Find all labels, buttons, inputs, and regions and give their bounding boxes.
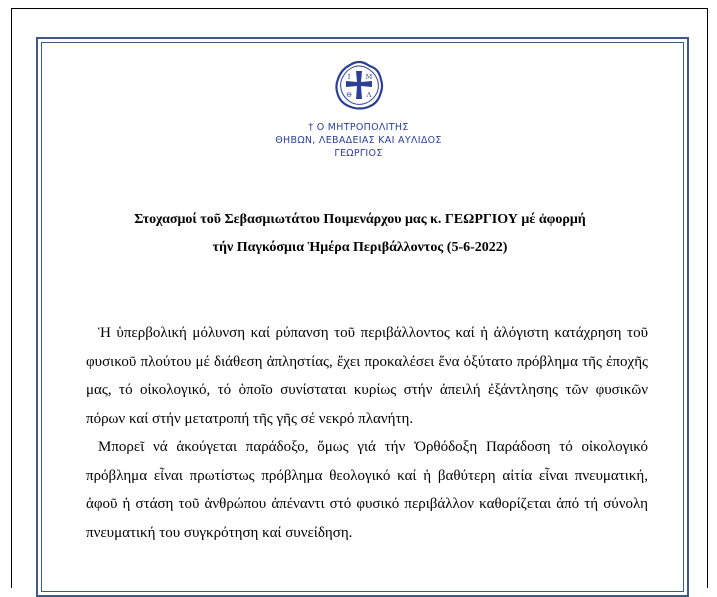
document-title	[60, 206, 660, 262]
letterhead-see: ΘΗΒΩΝ, ΛΕΒΑΔΕΙΑΣ ΚΑΙ ΑΥΛΙΔΟΣ	[275, 135, 442, 146]
seal-letter-lambda: Λ	[366, 91, 371, 99]
metropolis-seal	[0, 60, 717, 115]
seal-letter-mu: Μ	[365, 73, 372, 81]
letterhead-name: ΓΕΩΡΓΙΟΣ	[334, 148, 383, 159]
title-line-2: τήν Παγκόσμια Ἡμέρα Περιβάλλοντος (5-6-2022)	[212, 240, 508, 255]
body-paragraph-1: Ἡ ὑπερβολική μόλυνση καί ρύπανση τοῦ περιβάλλοντος καί ἡ ἀλόγιστη κατάχρηση τοῦ φυσικοῦ πλούτου μέ διάθεση ἀπληστίας, ἔχει προκαλέσει ἕνα ὀξύτατο πρόβλημα τῆς ἐποχῆς μας, τό οἰκολογικό, τό ὁποῖο συνίσταται κυρίως στήν ἀπειλή ἐξάντλησης τῶν φυσικῶν πόρων καί στήν μετατροπή τῆς γῆς σέ νεκρό πλανήτη.	[86, 325, 648, 427]
title-line-1: Στοχασμοί τοῦ Σεβασμιωτάτου Ποιμενάρχου μας κ. ΓΕΩΡΓΙΟΥ μέ ἀφορμή	[134, 212, 586, 227]
document-body	[86, 319, 648, 547]
seal-letter-iota: Ι	[347, 73, 350, 81]
cross-seal-icon	[334, 60, 384, 110]
body-paragraph-2: Μπορεῖ νά ἀκούγεται παράδοξο, ὅμως γιά τήν Ὀρθόδοξη Παράδοση τό οἰκολογικό πρόβλημα εἶναι πρωτίστως πρόβλημα θεολογικό καί ἡ βαθύτερη αἰτία εἶναι πνευματική, ἀφοῦ ἡ στάση τοῦ ἀνθρώπου ἀπέναντι στό φυσικό περιβάλλον καθορίζεται ἀπό τή σύνολη πνευματική του συγκρότηση καί συνείδηση.	[86, 439, 648, 541]
seal-letter-theta: Θ	[345, 91, 352, 99]
letterhead-title: † Ο ΜΗΤΡΟΠΟΛΙΤΗΣ	[308, 122, 409, 133]
letterhead	[0, 121, 717, 160]
